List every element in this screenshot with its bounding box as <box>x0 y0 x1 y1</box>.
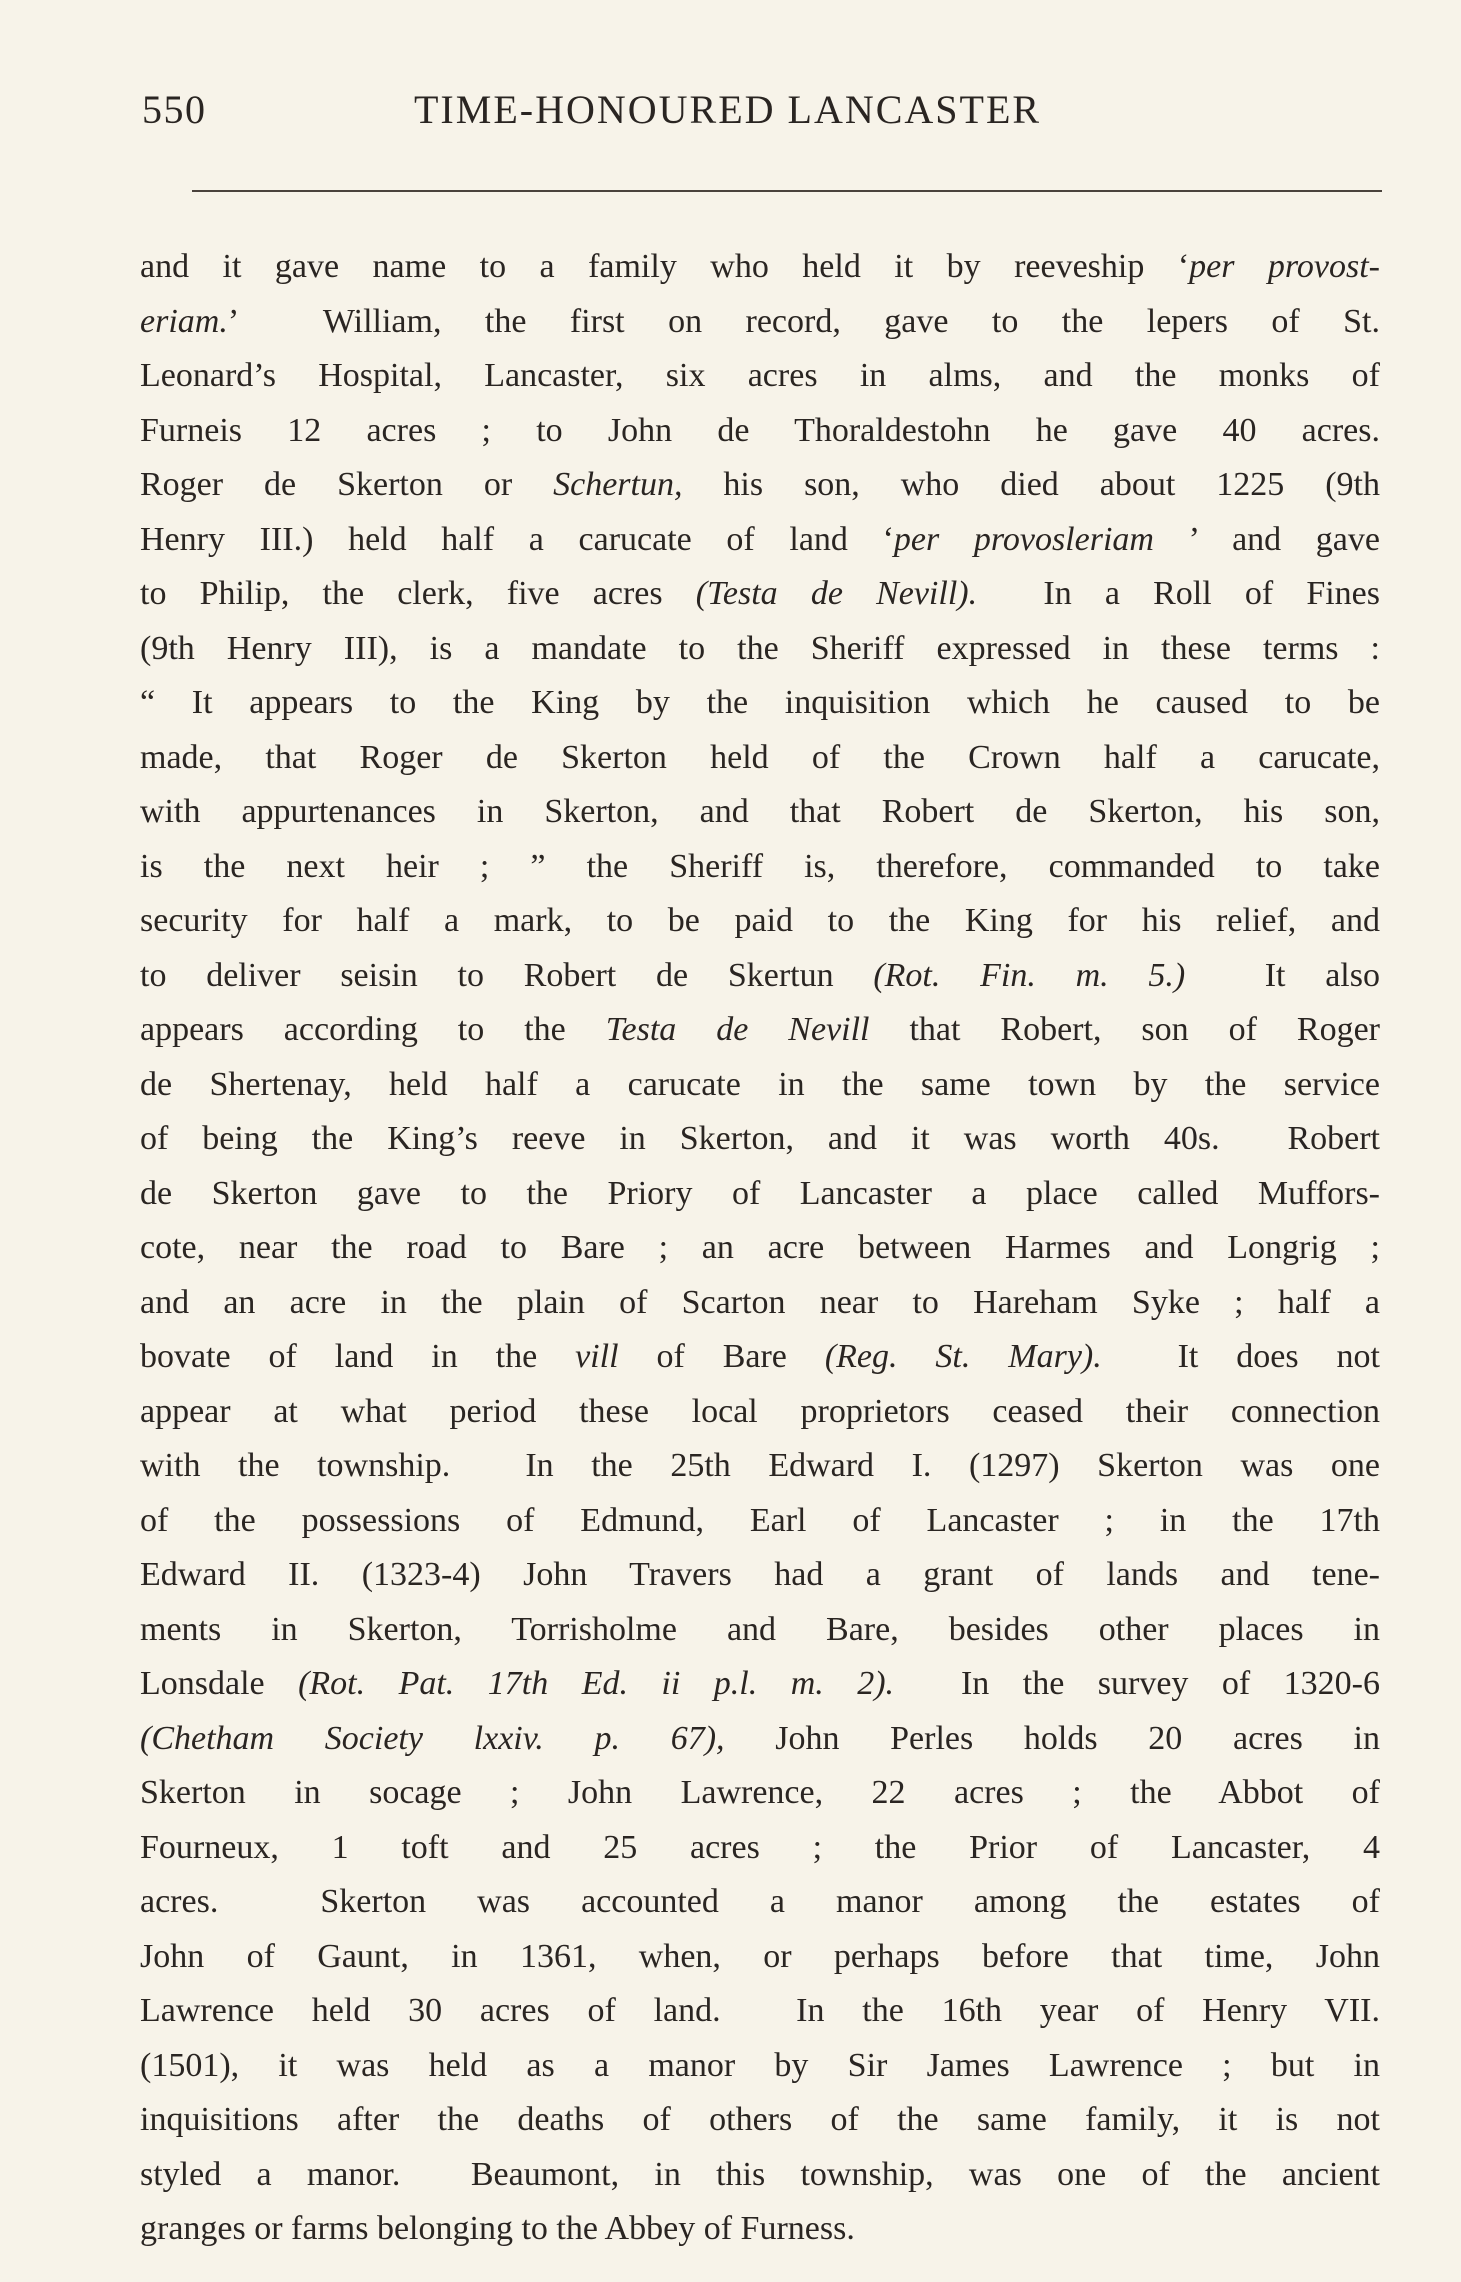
text-line <box>140 404 1380 459</box>
text-line <box>140 1821 1380 1876</box>
text-segment: ments in Skerton, Torrisholme and Bare, besides other places in <box>140 1610 1380 1648</box>
text-segment: inquisitions after the deaths of others of the same family, it is not <box>140 2101 1380 2138</box>
text-line <box>140 1657 1380 1712</box>
text-line <box>140 1930 1380 1985</box>
text-line <box>140 1494 1380 1549</box>
text-line <box>140 840 1380 895</box>
text-line <box>140 1548 1380 1603</box>
text-segment: with the township. In the 25th Edward I. (1297) Skerton was one <box>140 1447 1380 1484</box>
text-line <box>140 2093 1380 2148</box>
text-segment: styled a manor. Beaumont, in this township, was one of the ancient <box>140 2155 1380 2193</box>
running-head-title: TIME-HONOURED LANCASTER <box>414 87 1042 132</box>
text-segment: granges or farms belonging to the Abbey of Furness. <box>140 2210 855 2247</box>
text-segment: and an acre in the plain of Scarton near to Hareham Syke ; half a <box>140 1283 1380 1321</box>
text-segment: to Philip, the clerk, five acres <box>140 575 696 612</box>
text-line <box>140 2202 1380 2257</box>
page-header <box>142 86 1382 146</box>
text-line <box>140 1385 1380 1440</box>
text-segment: John of Gaunt, in 1361, when, or perhaps before that time, John <box>140 1937 1380 1975</box>
text-segment: appears according to the <box>140 1011 606 1048</box>
text-segment: is the next heir ; ” the Sheriff is, therefore, commanded to take <box>140 847 1380 885</box>
text-line <box>140 349 1380 404</box>
italic-text-segment: (Rot. Fin. m. 5.) <box>873 956 1186 994</box>
text-line <box>140 513 1380 568</box>
text-line <box>140 1221 1380 1276</box>
text-segment: to deliver seisin to Robert de Skertun <box>140 956 874 994</box>
text-segment: (9th Henry III), is a mandate to the Sheriff expressed in these terms : <box>140 629 1380 667</box>
text-line <box>140 1003 1380 1058</box>
text-segment: security for half a mark, to be paid to the King for his relief, and <box>140 902 1380 939</box>
italic-text-segment: Testa de Nevill <box>605 1011 870 1048</box>
text-line <box>140 458 1380 513</box>
text-segment: Edward II. (1323-4) John Travers had a grant of lands and tene- <box>140 1556 1380 1593</box>
text-line <box>140 2148 1380 2203</box>
text-line <box>140 1112 1380 1167</box>
page-number: 550 <box>142 87 207 132</box>
text-line <box>140 1712 1380 1767</box>
text-segment: ’ William, the first on record, gave to the lepers of St. <box>227 302 1380 340</box>
text-segment: Leonard’s Hospital, Lancaster, six acres in alms, and the monks of <box>140 357 1380 394</box>
text-line <box>140 622 1380 677</box>
italic-text-segment: per provosleriam <box>893 520 1154 558</box>
text-segment: cote, near the road to Bare ; an acre between Harmes and Longrig ; <box>140 1229 1380 1266</box>
italic-text-segment: per provost- <box>1189 248 1380 285</box>
text-line <box>140 2039 1380 2094</box>
text-segment: It also <box>1185 956 1380 994</box>
text-line <box>140 785 1380 840</box>
text-line <box>140 949 1380 1004</box>
text-line <box>140 894 1380 949</box>
text-segment: appear at what period these local proprietors ceased their connection <box>140 1392 1380 1430</box>
text-segment: of being the King’s reeve in Skerton, and it was worth 40s. Robert <box>140 1120 1380 1157</box>
italic-text-segment: vill <box>575 1338 619 1375</box>
text-line <box>140 676 1380 731</box>
italic-text-segment: (Rot. Pat. 17th Ed. ii p.l. m. 2). <box>298 1665 895 1702</box>
text-line <box>140 1276 1380 1331</box>
text-line <box>140 240 1380 295</box>
text-segment: (1501), it was held as a manor by Sir James Lawrence ; but in <box>140 2046 1380 2084</box>
header-rule <box>192 190 1382 192</box>
text-segment: “ It appears to the King by the inquisition which he caused to be <box>140 684 1380 721</box>
text-segment: Henry III.) held half a carucate of land ‘ <box>140 520 894 558</box>
text-segment: In a Roll of Fines <box>977 575 1380 612</box>
text-segment: In the survey of 1320-6 <box>894 1665 1380 1702</box>
text-segment: de Shertenay, held half a carucate in the same town by the service <box>140 1065 1380 1103</box>
text-segment: Fourneux, 1 toft and 25 acres ; the Prior of Lancaster, 4 <box>140 1828 1380 1866</box>
text-segment: It does not <box>1101 1338 1380 1375</box>
text-line <box>140 1167 1380 1222</box>
text-segment: that Robert, son of Roger <box>869 1011 1380 1048</box>
text-line <box>140 1058 1380 1113</box>
italic-text-segment: (Reg. St. Mary). <box>824 1338 1102 1375</box>
text-segment: of Bare <box>618 1338 825 1375</box>
italic-text-segment: (Testa de Nevill). <box>695 575 978 612</box>
text-segment: his son, who died about 1225 (9th <box>682 466 1380 503</box>
text-segment: Lawrence held 30 acres of land. In the 16th year of Henry VII. <box>140 1992 1380 2029</box>
text-segment: of the possessions of Edmund, Earl of Lancaster ; in the 17th <box>140 1501 1380 1539</box>
text-segment: acres. Skerton was accounted a manor among the estates of <box>140 1883 1380 1920</box>
text-line <box>140 1766 1380 1821</box>
text-line <box>140 1603 1380 1658</box>
body-text <box>140 240 1380 2257</box>
text-line <box>140 1984 1380 2039</box>
text-segment: bovate of land in the <box>140 1338 576 1375</box>
text-segment: and it gave name to a family who held it by reeveship ‘ <box>140 248 1190 285</box>
text-segment: Lonsdale <box>140 1665 299 1702</box>
text-segment: Furneis 12 acres ; to John de Thoraldestohn he gave 40 acres. <box>140 411 1380 449</box>
text-line <box>140 1875 1380 1930</box>
text-line <box>140 1330 1380 1385</box>
italic-text-segment: Schertun, <box>553 466 683 503</box>
text-line <box>140 731 1380 786</box>
text-segment: made, that Roger de Skerton held of the Crown half a carucate, <box>140 738 1380 776</box>
text-segment: de Skerton gave to the Priory of Lancaster a place called Muffors- <box>140 1174 1380 1212</box>
text-line <box>140 295 1380 350</box>
text-segment: John Perles holds 20 acres in <box>724 1719 1380 1757</box>
italic-text-segment: eriam. <box>140 302 228 340</box>
text-segment: with appurtenances in Skerton, and that Robert de Skerton, his son, <box>140 793 1380 830</box>
text-segment: Skerton in socage ; John Lawrence, 22 acres ; the Abbot of <box>140 1774 1380 1811</box>
text-segment: ’ and gave <box>1153 520 1380 558</box>
text-line <box>140 1439 1380 1494</box>
text-line <box>140 567 1380 622</box>
text-segment: Roger de Skerton or <box>140 466 554 503</box>
italic-text-segment: (Chetham Society lxxiv. p. 67), <box>140 1719 725 1757</box>
